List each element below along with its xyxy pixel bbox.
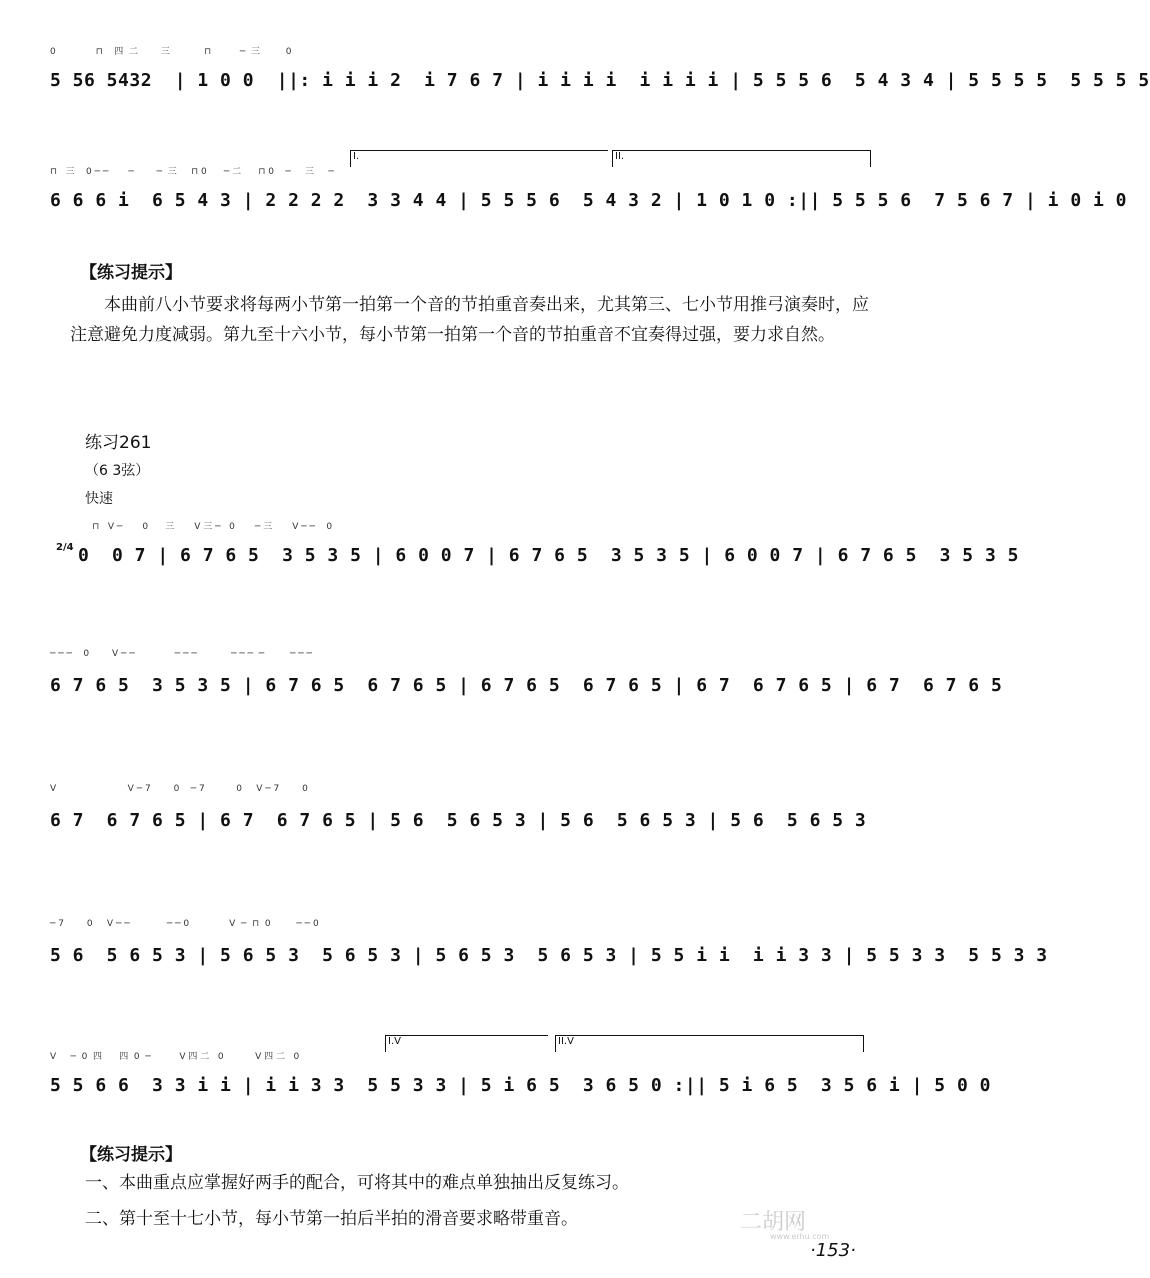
volta-bracket-2: II.V (555, 1035, 864, 1052)
score-row-3 (78, 505, 1019, 615)
score-row-4 (50, 635, 1003, 745)
watermark-logo: 二胡网 (740, 1210, 807, 1235)
volta-bracket-1: I. (350, 150, 608, 167)
jianpu-notes: 0 0 7 | 6 7 6 5 3 5 3 5 | 6 0 0 7 | 6 7 6 5 3 5 3 5 | 6 0 0 7 | 6 7 6 5 3 5 3 5 (78, 545, 1019, 566)
jianpu-notes: 5 6 5 6 5 3 | 5 6 5 3 5 6 5 3 | 5 6 5 3 5 6 5 3 | 5 5 i i i i 3 3 | 5 5 3 3 5 5 3 3 (50, 945, 1048, 966)
score-row-5 (50, 770, 870, 880)
exercise-title: 练习261 (85, 433, 152, 453)
score-row-6 (50, 905, 1048, 1015)
jianpu-notes: 6 6 6 i 6 5 4 3 | 2 2 2 2 3 3 4 4 | 5 5 5 6 5 4 3 2 | 1 0 1 0 :|| 5 5 5 6 7 5 6 7 | i 0 i 0 (50, 190, 1128, 211)
practice-hint-line-2: 二、第十至十七小节，每小节第一拍后半拍的滑音要求略带重音。 (85, 1209, 578, 1229)
jianpu-notes: 6 7 6 5 3 5 3 5 | 6 7 6 5 6 7 6 5 | 6 7 6 5 6 7 6 5 | 6 7 6 7 6 5 | 6 7 6 7 6 5 (50, 675, 1003, 696)
bowing-marks: ⊓ 三 0 ─ ─ ─ ─ 三 ⊓ 0 ─ 二 ⊓ 0 ─ 三 ─ (50, 167, 334, 177)
volta-bracket-2: II. (612, 150, 871, 167)
score-row-1 (50, 30, 1150, 140)
bowing-marks: V V ─ 7 0 ─ 7 0 V ─ 7 0 (50, 784, 308, 794)
watermark-url: www.erhu.com (770, 1232, 830, 1241)
bowing-marks: V ─ 0 四 四 0 ─ V 四 二 0 V 四 二 0 (50, 1052, 300, 1062)
jianpu-notes: 5 5 6 6 3 3 i i | i i 3 3 5 5 3 3 | 5 i 6 5 3 6 5 0 :|| 5 i 6 5 3 5 6 i | 5 0 0 (50, 1075, 991, 1096)
jianpu-notes: 5 56 5432 | 1 0 0 ||: i i i 2 i 7 6 7 | i i i i i i i i | 5 5 5 6 5 4 3 4 | 5 5 5 5 5 5 5 5 (50, 70, 1150, 91)
practice-hint-line-1: 一、本曲重点应掌握好两手的配合，可将其中的难点单独抽出反复练习。 (85, 1173, 629, 1193)
bowing-marks: ─ ─ ─ 0 V ─ ─ ─ ─ ─ ─ ─ ─ ─ ─ ─ ─ (50, 649, 312, 659)
time-signature: 2/4 (56, 542, 74, 553)
tempo-marking: 快速 (85, 491, 113, 507)
page-number: ·153· (810, 1240, 856, 1261)
string-tuning: （6 3弦） (85, 463, 150, 479)
practice-hint-title: 【练习提示】 (80, 263, 182, 283)
jianpu-notes: 6 7 6 7 6 5 | 6 7 6 7 6 5 | 5 6 5 6 5 3 | 5 6 5 6 5 3 | 5 6 5 6 5 3 (50, 810, 867, 831)
score-row-7 (50, 1035, 991, 1145)
bowing-marks: ⊓ V ─ 0 三 V 三 ─ 0 ─ 三 V ─ ─ 0 (78, 522, 333, 532)
bowing-marks: ─ 7 0 V ─ ─ ─ ─ 0 V ─ ⊓ 0 ─ ─ 0 (50, 919, 319, 929)
score-row-2 (50, 150, 1128, 260)
practice-hint-body: 本曲前八小节要求将每两小节第一拍第一个音的节拍重音奏出来，尤其第三、七小节用推弓演奏时，应注意避免力度减弱。第九至十六小节，每小节第一拍第一个音的节拍重音不宜奏得过强，要力求自然。 (70, 295, 869, 345)
bowing-marks: 0 ⊓ 四 二 三 ⊓ ─ 三 0 (50, 47, 292, 57)
practice-hint-title-2: 【练习提示】 (80, 1145, 182, 1165)
volta-bracket-1: I.V (385, 1035, 548, 1052)
